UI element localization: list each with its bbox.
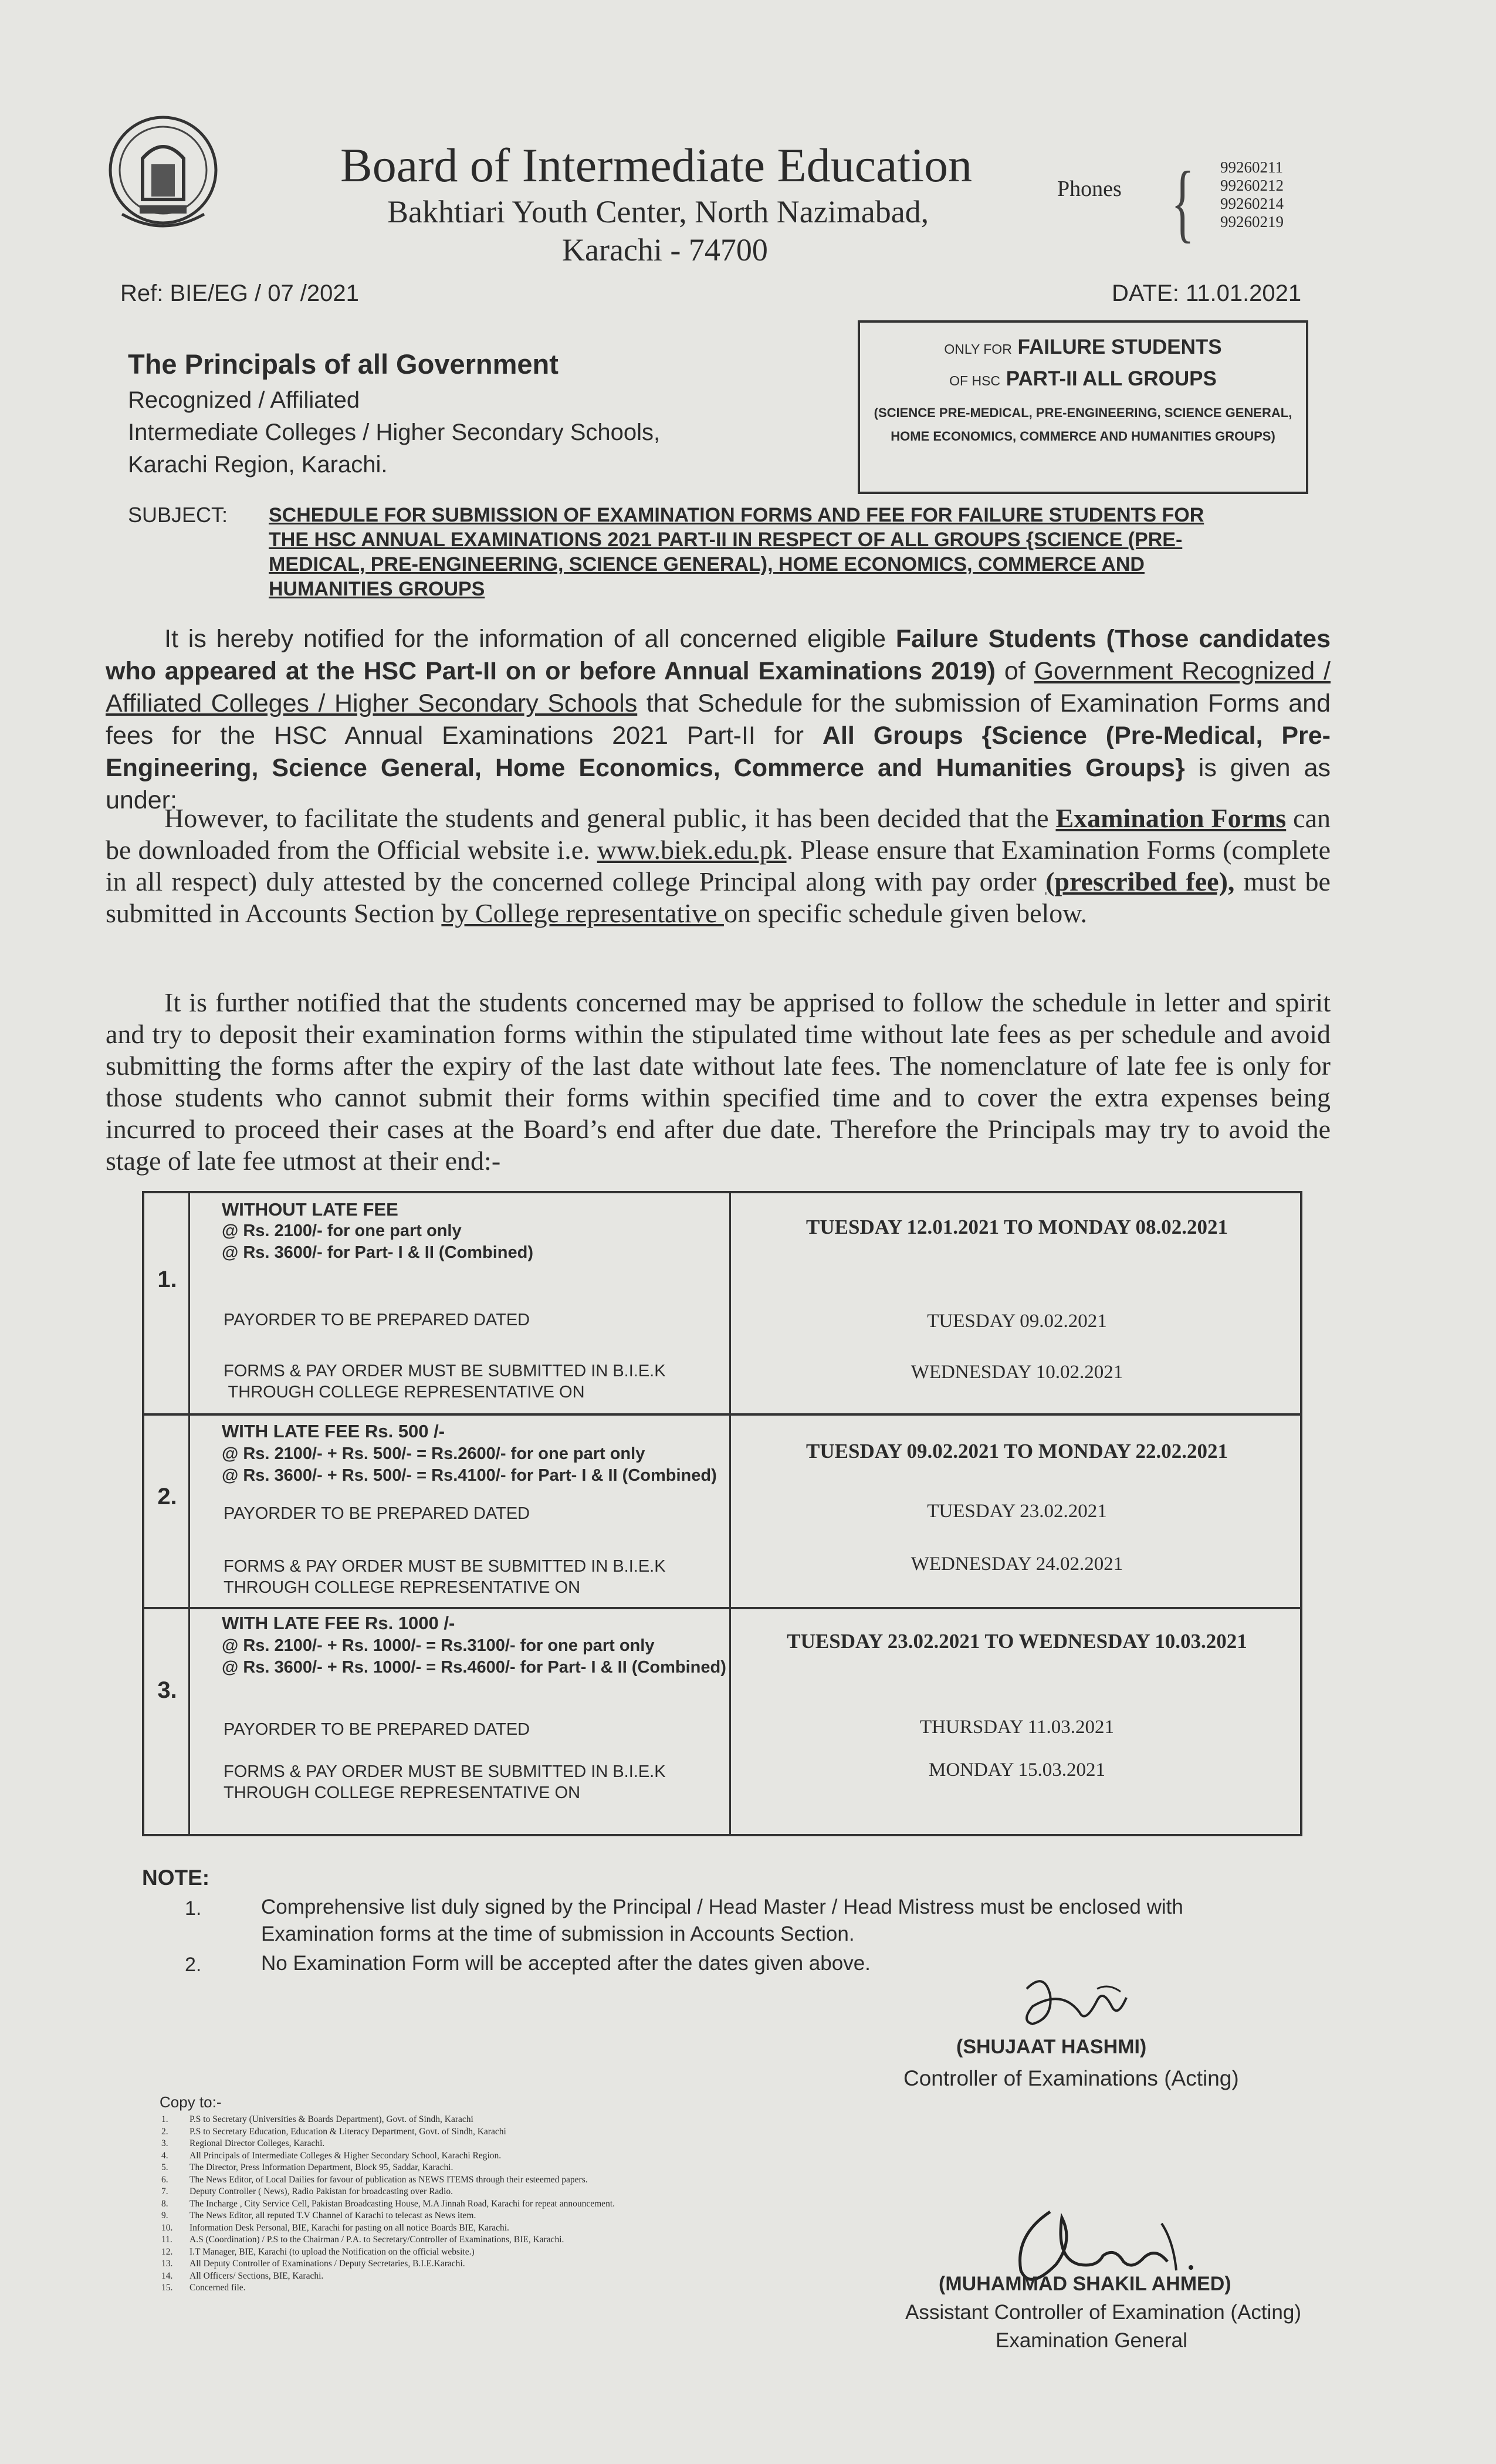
phone-number: 99260219: [1220, 213, 1284, 231]
list-item: 3. Regional Director Colleges, Karachi.: [161, 2138, 325, 2148]
failure-students-box: [858, 320, 1308, 494]
fee-line: @ Rs. 2100/- + Rs. 500/- = Rs.2600/- for one part only: [222, 1444, 645, 1463]
payorder-label: PAYORDER TO BE PREPARED DATED: [224, 1311, 530, 1329]
para-text: It is hereby notified for the information of all concerned eligible: [164, 625, 896, 653]
para-bold-text: All Groups {Science (Pre-Medical, Pre-Engineering, Science General, Home Economics, Commerce and Humanities Groups}: [106, 722, 1331, 782]
submit-label: FORMS & PAY ORDER MUST BE SUBMITTED IN B.I.E.K: [224, 1762, 666, 1781]
subject-text: SCHEDULE FOR SUBMISSION OF EXAMINATION FORMS AND FEE FOR FAILURE STUDENTS FOR THE HSC ANNUAL EXAMINATIONS 2021 PART-II IN RESPECT OF ALL GROUPS {SCIENCE (PRE-MEDICAL, PRE-ENGINEERING, SCIENCE GENERAL), HOME ECONOMICS, COMMERCE AND HUMANITIES GROUPS: [269, 504, 1204, 600]
para-text: can be downloaded from the Official website i.e.: [106, 803, 1331, 865]
note-label: NOTE:: [142, 1866, 210, 1890]
fee-line: @ Rs. 2100/- + Rs. 1000/- = Rs.3100/- for one part only: [222, 1636, 655, 1655]
fee-line: @ Rs. 3600/- for Part- I & II (Combined): [222, 1243, 534, 1262]
fee-line: @ Rs. 3600/- + Rs. 1000/- = Rs.4600/- for Part- I & II (Combined): [222, 1658, 726, 1677]
submit-label: FORMS & PAY ORDER MUST BE SUBMITTED IN B.I.E.K: [224, 1362, 666, 1380]
period-dates: TUESDAY 23.02.2021 TO WEDNESDAY 10.03.2021: [787, 1630, 1247, 1653]
list-item: 6. The News Editor, of Local Dailies for favour of publication as NEWS ITEMS through their esteemed papers.: [161, 2174, 588, 2185]
payorder-label: PAYORDER TO BE PREPARED DATED: [224, 1720, 530, 1739]
list-item: 1. P.S to Secretary (Universities & Boards Department), Govt. of Sindh, Karachi: [161, 2114, 473, 2124]
submit-label: THROUGH COLLEGE REPRESENTATIVE ON: [224, 1783, 581, 1802]
row-number: 1.: [157, 1267, 177, 1292]
fee-title: WITH LATE FEE Rs. 500 /-: [222, 1421, 445, 1441]
board-city: Karachi - 74700: [562, 232, 768, 268]
list-item: 14. All Officers/ Sections, BIE, Karachi.: [161, 2270, 324, 2281]
box-groups: (SCIENCE PRE-MEDICAL, PRE-ENGINEERING, SCIENCE GENERAL, HOME ECONOMICS, COMMERCE AND HUMANITIES GROUPS): [874, 405, 1292, 444]
para-text: . Please ensure that Examination Forms (complete in all respect) duly attested by the concerned college Principal along with pay order: [106, 835, 1331, 896]
payorder-label: PAYORDER TO BE PREPARED DATED: [224, 1504, 530, 1523]
list-item: 4. All Principals of Intermediate Colleges & Higher Secondary School, Karachi Region.: [161, 2150, 502, 2161]
signatory-department: Examination General: [996, 2329, 1187, 2352]
list-item: 15. Concerned file.: [161, 2283, 246, 2293]
paragraph-1: [106, 623, 1331, 817]
fee-line: @ Rs. 2100/- for one part only: [222, 1221, 462, 1240]
payorder-date: TUESDAY 09.02.2021: [927, 1311, 1107, 1332]
list-item: 5. The Director, Press Information Department, Block 95, Saddar, Karachi.: [161, 2162, 453, 2172]
addressee-title: The Principals of all Government: [128, 348, 559, 380]
submit-label: THROUGH COLLEGE REPRESENTATIVE ON: [224, 1578, 581, 1597]
box-heading: PART-II ALL GROUPS: [1006, 367, 1217, 390]
addressee-line: Karachi Region, Karachi.: [128, 452, 388, 478]
phone-number: 99260214: [1220, 195, 1284, 212]
copy-to-label: Copy to:-: [160, 2093, 222, 2111]
board-address: Bakhtiari Youth Center, North Nazimabad,: [387, 194, 929, 229]
box-small-text: OF HSC: [949, 373, 1001, 388]
para-text: However, to facilitate the students and general public, it has been decided that the: [164, 803, 1056, 833]
para-text: must be submitted in Accounts Section: [106, 867, 1331, 928]
period-dates: TUESDAY 09.02.2021 TO MONDAY 22.02.2021: [806, 1440, 1228, 1463]
para-bold-text: Failure Students (Those candidates who appeared at the HSC Part-II on or before Annual Examinations 2019): [106, 625, 1331, 685]
phone-number: 99260211: [1220, 158, 1283, 176]
box-small-text: ONLY FOR: [944, 341, 1012, 357]
list-item: 10. Information Desk Personal, BIE, Karachi for pasting on all notice Boards BIE, Karachi.: [161, 2222, 509, 2233]
addressee-line: Recognized / Affiliated: [128, 387, 360, 413]
table-divider: [144, 1607, 1300, 1609]
note-number: 1.: [185, 1897, 202, 1920]
fee-line: @ Rs. 3600/- + Rs. 500/- = Rs.4100/- for Part- I & II (Combined): [222, 1466, 717, 1485]
board-name: Board of Intermediate Education: [340, 138, 972, 192]
list-item: 8. The Incharge , City Service Cell, Pakistan Broadcasting House, M.A Jinnah Road, Karachi for repeat announcement.: [161, 2198, 615, 2209]
para-underlined-text: by College representative: [441, 898, 724, 928]
payorder-date: THURSDAY 11.03.2021: [920, 1717, 1114, 1738]
table-divider: [144, 1413, 1300, 1416]
submit-date: WEDNESDAY 10.02.2021: [911, 1362, 1123, 1383]
brace-icon: {: [1171, 154, 1194, 251]
list-item: 12. I.T Manager, BIE, Karachi (to upload the Notification on the official website.): [161, 2246, 475, 2257]
para-text: of: [995, 657, 1034, 685]
fee-title: WITH LATE FEE Rs. 1000 /-: [222, 1613, 455, 1633]
submit-label: THROUGH COLLEGE REPRESENTATIVE ON: [224, 1383, 585, 1402]
signatory-title: Assistant Controller of Examination (Acting): [905, 2301, 1301, 2324]
box-heading: FAILURE STUDENTS: [1017, 336, 1222, 358]
note-text: No Examination Form will be accepted after the dates given above.: [261, 1952, 871, 1975]
signatory-name: (MUHAMMAD SHAKIL AHMED): [939, 2273, 1231, 2295]
copy-to-list: [161, 2114, 615, 2294]
schedule-table: [142, 1191, 1302, 1836]
list-item: 11. A.S (Coordination) / P.S to the Chairman / P.A. to Secretary/Controller of Examinations, BIE, Karachi.: [161, 2235, 564, 2245]
note-text: Comprehensive list duly signed by the Principal / Head Master / Head Mistress must be enclosed with Examination forms at the time of submission in Accounts Section.: [261, 1896, 1183, 1945]
para-bold-text: Examination Forms: [1055, 803, 1287, 833]
para-bold-text: (prescribed fee),: [1045, 867, 1235, 896]
list-item: 2. P.S to Secretary Education, Education & Literacy Department, Govt. of Sindh, Karachi: [161, 2126, 506, 2137]
paragraph-3: It is further notified that the students concerned may be apprised to follow the schedule in letter and spirit and try to deposit their examination forms within the stipulated time without late fees as per schedule and avoid submitting the forms after the expiry of the last date without late fees. The nomenclature of late fee is only for those students who cannot submit their forms within specified time and to cover the extra expenses being incurred to proceed their cases at the Board’s end after due date. Therefore the Principals may try to avoid the stage of late fee utmost at their end:-: [106, 987, 1331, 1176]
period-dates: TUESDAY 12.01.2021 TO MONDAY 08.02.2021: [806, 1216, 1228, 1238]
fee-title: WITHOUT LATE FEE: [222, 1199, 398, 1220]
row-number: 3.: [157, 1677, 177, 1703]
list-item: 9. The News Editor, all reputed T.V Channel of Karachi to telecast as News item.: [161, 2211, 476, 2221]
para-text: is given as under:: [106, 754, 1331, 814]
submit-date: MONDAY 15.03.2021: [929, 1759, 1105, 1781]
note-number: 2.: [185, 1954, 202, 1976]
signatory-title: Controller of Examinations (Acting): [903, 2066, 1239, 2090]
phones-label: Phones: [1057, 177, 1122, 201]
para-underlined-text: Government Recognized / Affiliated Colleges / Higher Secondary Schools: [106, 657, 1331, 717]
phones-list: [1220, 158, 1284, 231]
para-text: that Schedule for the submission of Examination Forms and fees for the HSC Annual Examinations 2021 Part-II for: [106, 689, 1331, 750]
para-text: on specific schedule given below.: [723, 898, 1088, 928]
paragraph-2: [106, 803, 1331, 929]
signatory-name: (SHUJAAT HASHMI): [956, 2036, 1147, 2058]
website-link[interactable]: www.biek.edu.pk: [597, 835, 787, 865]
submit-label: FORMS & PAY ORDER MUST BE SUBMITTED IN B.I.E.K: [224, 1557, 666, 1576]
addressee-line: Intermediate Colleges / Higher Secondary Schools,: [128, 419, 661, 445]
list-item: 13. All Deputy Controller of Examinations / Deputy Secretaries, B.I.E.Karachi.: [161, 2259, 465, 2269]
phone-number: 99260212: [1220, 177, 1284, 194]
letter-date: DATE: 11.01.2021: [1112, 280, 1302, 306]
addressee-lines: [128, 384, 660, 481]
board-seal-icon: [104, 111, 222, 241]
reference-number: Ref: BIE/EG / 07 /2021: [120, 280, 359, 306]
row-number: 2.: [157, 1484, 177, 1509]
payorder-date: TUESDAY 23.02.2021: [927, 1501, 1107, 1522]
subject-label: SUBJECT:: [128, 503, 228, 527]
list-item: 7. Deputy Controller ( News), Radio Pakistan for broadcasting over Radio.: [161, 2187, 453, 2196]
submit-date: WEDNESDAY 24.02.2021: [911, 1553, 1123, 1575]
